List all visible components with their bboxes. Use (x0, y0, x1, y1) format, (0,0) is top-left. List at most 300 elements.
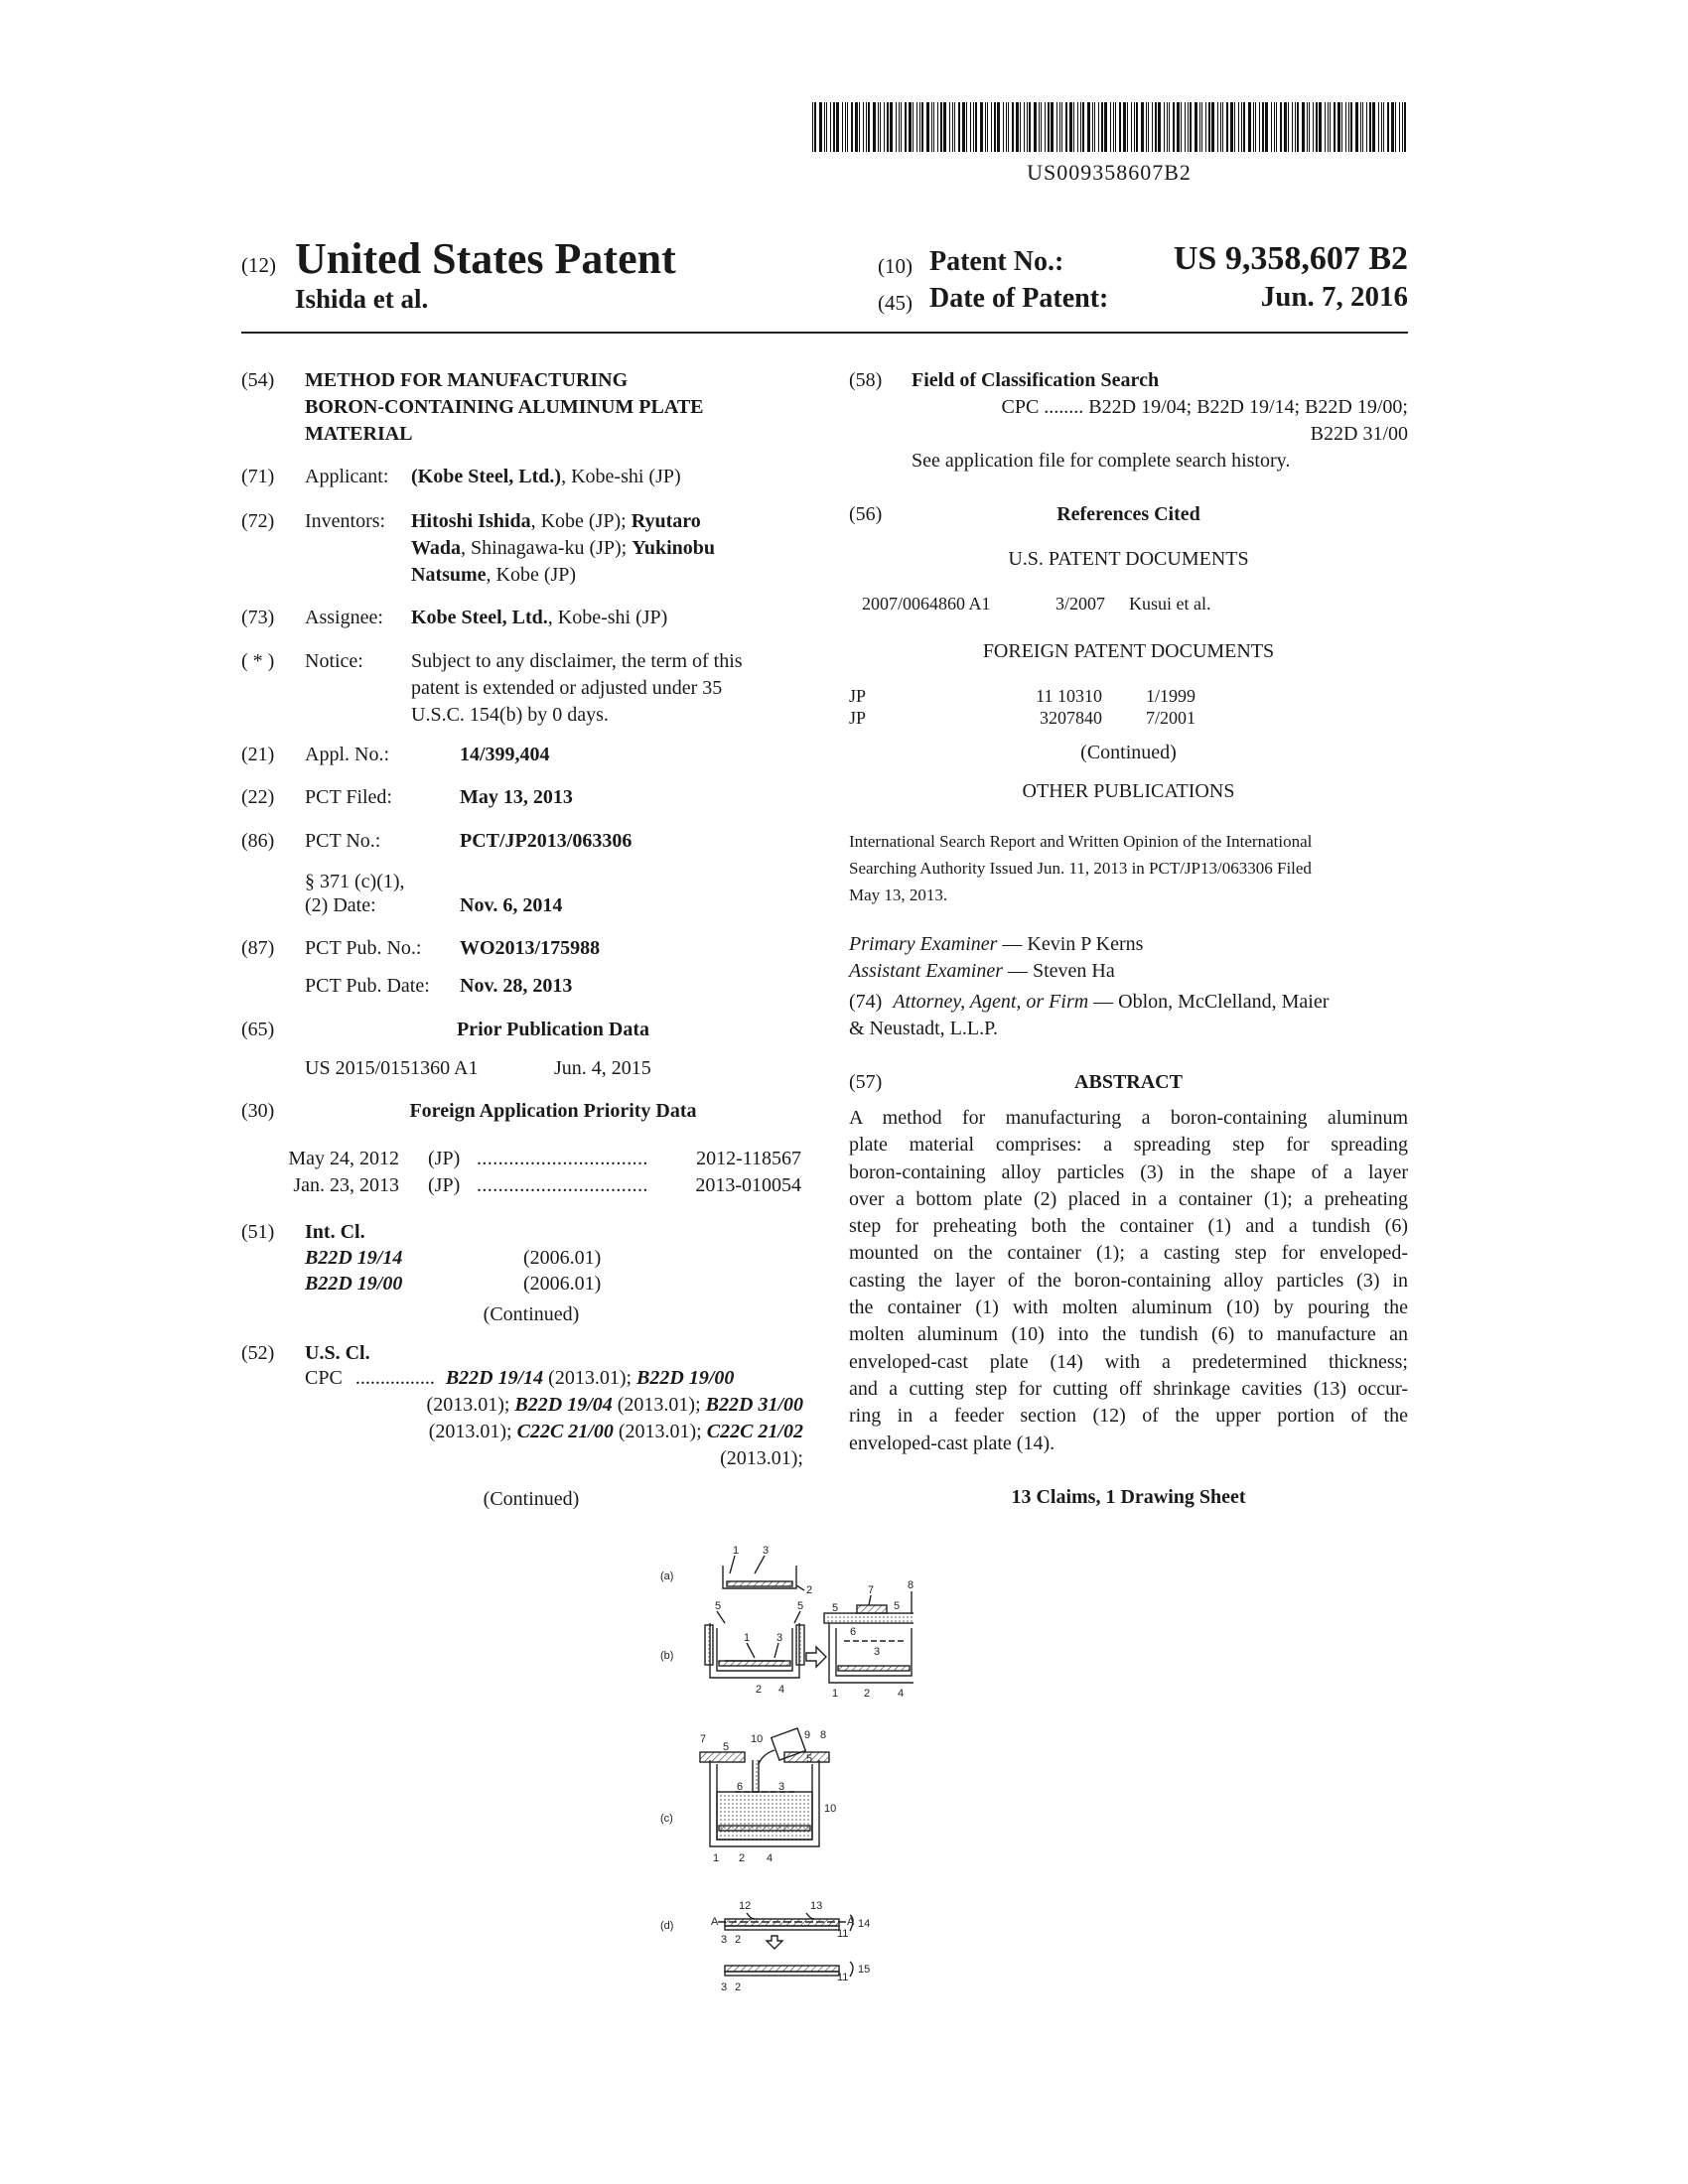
ref-12: 12 (739, 1900, 752, 1912)
us-ref-row (862, 592, 1398, 616)
barcode-bar (836, 102, 839, 152)
barcode-bar (1265, 102, 1268, 152)
inventor-3-loc: , Kobe (JP) (486, 564, 577, 586)
us-cl-year: (2013.01); (426, 1394, 515, 1416)
field-87-code: (87) (241, 937, 275, 959)
barcode-bar (855, 102, 858, 152)
barcode-bar (866, 102, 867, 152)
barcode-bar (909, 102, 912, 152)
barcode-bar (851, 102, 853, 152)
claims-summary: 13 Claims, 1 Drawing Sheet (1011, 1486, 1246, 1508)
barcode-bar (1348, 102, 1349, 152)
barcode-bar (1003, 102, 1004, 152)
us-cl-class: B22D 19/14 (445, 1367, 544, 1389)
fig-label-b: (b) (660, 1650, 674, 1662)
fig-label-c: (c) (660, 1813, 673, 1825)
us-cl-cpc-label: CPC (305, 1367, 343, 1389)
other-pub-line-3: May 13, 2013. (849, 886, 948, 904)
field-73-code: (73) (241, 607, 275, 628)
ref-15: 15 (858, 1964, 871, 1976)
ref-11: 11 (837, 1928, 849, 1940)
inventor-1-loc: , Kobe (JP); (530, 510, 632, 532)
us-cl-heading: U.S. Cl. (305, 1342, 370, 1364)
barcode-bar (1082, 102, 1084, 152)
barcode-bar (901, 102, 902, 152)
barcode-bar (1355, 102, 1358, 152)
us-cl-class: B22D 19/00 (636, 1367, 735, 1389)
barcode-bar (1378, 102, 1379, 152)
us-ref-doc: 2007/0064860 A1 (862, 594, 991, 614)
barcode-bar (943, 102, 946, 152)
barcode-bar (1226, 102, 1228, 152)
barcode-bar (890, 102, 893, 152)
barcode-bar (1173, 102, 1175, 152)
barcode-bar (1199, 102, 1200, 152)
inventor-1: Hitoshi Ishida (411, 510, 531, 532)
barcode-bar (1208, 102, 1210, 152)
barcode-number: US009358607B2 (1027, 160, 1192, 185)
inventor-3-last: Natsume (411, 564, 487, 586)
int-cl-version: (2006.01) (523, 1273, 602, 1295)
barcode-bar (868, 102, 870, 152)
prior-pub-heading: Prior Publication Data (456, 1019, 650, 1040)
barcode-bar (847, 102, 848, 152)
barcode-bar (913, 102, 914, 152)
foreign-ref-country: JP (849, 686, 867, 706)
ref-1: 1 (744, 1632, 751, 1644)
barcode-bar (873, 102, 876, 152)
barcode-bar (1167, 102, 1168, 152)
barcode-bar (1276, 102, 1277, 152)
barcode-bar (1284, 102, 1287, 152)
foreign-patent-docs-heading: FOREIGN PATENT DOCUMENTS (982, 640, 1275, 662)
foreign-ref-number: 11 10310 (1036, 686, 1102, 706)
foreign-ref-row (849, 707, 1408, 729)
barcode (812, 102, 1406, 152)
attorney-name: — Oblon, McClelland, Maier (1088, 991, 1330, 1013)
field-21-code: (21) (241, 744, 275, 765)
patent-number: US 9,358,607 B2 (1173, 240, 1408, 277)
priority-country: (JP) (428, 1174, 461, 1196)
barcode-bar (1195, 102, 1197, 152)
barcode-bar (919, 102, 920, 152)
barcode-bar (1016, 102, 1019, 152)
barcode-bar (1350, 102, 1352, 152)
pct-no: PCT/JP2013/063306 (460, 830, 633, 852)
barcode-bar (824, 102, 825, 152)
barcode-bar (1316, 102, 1318, 152)
barcode-bar (812, 102, 813, 152)
barcode-bar (880, 102, 881, 152)
barcode-bar (1262, 102, 1264, 152)
us-cl-class: B22D 31/00 (705, 1394, 803, 1416)
int-cl-class: B22D 19/00 (305, 1273, 403, 1295)
barcode-bar (1295, 102, 1296, 152)
barcode-bar (1056, 102, 1057, 152)
pct-no-label: PCT No.: (305, 830, 381, 852)
barcode-bar (991, 102, 992, 152)
ref-9: 9 (804, 1729, 811, 1741)
barcode-bar (987, 102, 988, 152)
abstract-line: and a cutting step for cutting off shrinkage cavities (13) occur- (849, 1377, 1408, 1400)
title-line-1: METHOD FOR MANUFACTURING (305, 369, 629, 391)
ref-14: 14 (858, 1918, 871, 1930)
applicant-name: (Kobe Steel, Ltd.) (411, 466, 562, 487)
barcode-bar (1045, 102, 1046, 152)
abstract-line: A method for manufacturing a boron-containing aluminum (849, 1107, 1408, 1129)
barcode-bar (1188, 102, 1189, 152)
assistant-examiner (849, 958, 1115, 985)
notice-text (411, 648, 808, 729)
other-publications-heading: OTHER PUBLICATIONS (1022, 780, 1235, 802)
barcode-bar (1087, 102, 1090, 152)
int-cl-class: B22D 19/14 (305, 1247, 403, 1269)
barcode-bar (997, 102, 1000, 152)
abstract-line: casting the layer of the boron-containing alloy particles (3) in (849, 1269, 1408, 1292)
us-cl-cpc-line-4: (2013.01); (720, 1447, 803, 1469)
ref-3: 3 (874, 1646, 881, 1658)
barcode-bar (1113, 102, 1114, 152)
assistant-examiner-name: — Steven Ha (1003, 960, 1115, 982)
barcode-bar (1220, 102, 1221, 152)
date-371: Nov. 6, 2014 (460, 894, 563, 916)
ref-11: 11 (837, 1972, 849, 1983)
barcode-bar (1123, 102, 1126, 152)
barcode-bar (1362, 102, 1363, 152)
barcode-bar (970, 102, 971, 152)
references-heading: References Cited (1056, 503, 1200, 525)
barcode-bar (884, 102, 885, 152)
barcode-bar (1345, 102, 1346, 152)
barcode-bar (1404, 102, 1406, 152)
priority-dots: ................................ (477, 1148, 648, 1169)
priority-date: May 24, 2012 (288, 1148, 399, 1169)
priority-row (265, 1172, 801, 1199)
applicant-label: Applicant: (305, 466, 389, 487)
field-30-code: (30) (241, 1100, 275, 1122)
field-search-note: See application file for complete search history. (912, 450, 1291, 472)
barcode-bar (1292, 102, 1293, 152)
barcode-bar (1101, 102, 1103, 152)
attorney-line-2: & Neustadt, L.L.P. (849, 1018, 998, 1039)
field-71-code: (71) (241, 466, 275, 487)
abstract-text (849, 1105, 1408, 1457)
barcode-bar (845, 102, 846, 152)
barcode-bar (1006, 102, 1007, 152)
pct-filed-label: PCT Filed: (305, 786, 392, 808)
int-cl-version: (2006.01) (523, 1247, 602, 1269)
barcode-bar (1217, 102, 1218, 152)
barcode-bar (1319, 102, 1322, 152)
barcode-bar (833, 102, 835, 152)
assignee-location: , Kobe-shi (JP) (547, 607, 668, 628)
drawing-svg (655, 1544, 914, 2000)
ref-1: 1 (832, 1688, 839, 1700)
prior-pub-number: US 2015/0151360 A1 (305, 1057, 479, 1079)
barcode-bar (1307, 102, 1308, 152)
barcode-bar (819, 102, 822, 152)
barcode-bar (1077, 102, 1078, 152)
attorney (849, 989, 1415, 1016)
abstract-line: molten aluminum (10) into the tundish (6) to manufacture an (849, 1323, 1408, 1346)
foreign-ref-date: 7/2001 (1146, 708, 1196, 728)
barcode-bar (1065, 102, 1067, 152)
fig-c (700, 1728, 829, 1846)
barcode-bar (1094, 102, 1095, 152)
ref-5: 5 (723, 1741, 730, 1753)
barcode-bar (958, 102, 960, 152)
barcode-bar (1104, 102, 1107, 152)
field-51-code: (51) (241, 1221, 275, 1243)
barcode-bar (937, 102, 938, 152)
barcode-bar (1080, 102, 1081, 152)
abstract-line: the container (1) with molten aluminum (10) by pouring the (849, 1297, 1408, 1319)
barcode-bar (1061, 102, 1062, 152)
ref-2: 2 (735, 1934, 742, 1946)
barcode-bar (1274, 102, 1275, 152)
pct-pub-date: Nov. 28, 2013 (460, 975, 573, 997)
barcode-bar (842, 102, 843, 152)
ref-4: 4 (898, 1688, 905, 1700)
barcode-bar (1334, 102, 1336, 152)
us-cl-year: (2013.01); (428, 1421, 517, 1442)
attorney-label: Attorney, Agent, or Firm (893, 991, 1089, 1013)
abstract-line: plate material comprises: a spreading step for spreading (849, 1134, 1408, 1157)
barcode-bar (814, 102, 816, 152)
barcode-bar (1211, 102, 1214, 152)
ref-3: 3 (776, 1632, 783, 1644)
ref-8: 8 (908, 1579, 914, 1591)
date-371-label: (2) Date: (305, 894, 376, 916)
us-cl-year: (2013.01); (612, 1394, 706, 1416)
ref-6: 6 (850, 1626, 857, 1638)
barcode-bar (1131, 102, 1132, 152)
barcode-bar (1190, 102, 1192, 152)
field-search-heading: Field of Classification Search (912, 369, 1160, 391)
barcode-bar (826, 102, 827, 152)
prior-pub-date: Jun. 4, 2015 (554, 1057, 651, 1079)
barcode-bar (1248, 102, 1251, 152)
barcode-bar (887, 102, 889, 152)
ref-1: 1 (713, 1852, 720, 1864)
ref-3: 3 (778, 1781, 785, 1793)
ref-3: 3 (721, 1934, 728, 1946)
inventor-2-last: Wada (411, 537, 462, 559)
barcode-bar (1360, 102, 1361, 152)
inventor-2-loc: , Shinagawa-ku (JP); (461, 537, 633, 559)
barcode-bar (1395, 102, 1396, 152)
invention-title (305, 367, 801, 448)
ref-5: 5 (894, 1600, 901, 1612)
barcode-bar (1253, 102, 1254, 152)
ref-2: 2 (739, 1852, 746, 1864)
notice-code: ( * ) (241, 650, 275, 672)
barcode-bar (1222, 102, 1223, 152)
barcode-bar (1177, 102, 1180, 152)
us-cl-cpc-line-3 (305, 1419, 803, 1445)
section-a: A (711, 1916, 719, 1928)
ref-10: 10 (751, 1733, 764, 1745)
field-74-code: (74) (849, 991, 883, 1013)
fig-a (723, 1556, 804, 1590)
barcode-bar (1012, 102, 1014, 152)
pct-filed: May 13, 2013 (460, 786, 573, 808)
us-cl-year: (2013.01); (543, 1367, 637, 1389)
header-divider (241, 332, 1408, 334)
ref-5: 5 (806, 1753, 813, 1765)
ref-8: 8 (820, 1729, 827, 1741)
ref-5: 5 (832, 1602, 839, 1614)
patent-title: United States Patent (295, 234, 676, 283)
barcode-bar (1146, 102, 1147, 152)
foreign-ref-row (849, 685, 1408, 707)
priority-row (265, 1146, 801, 1172)
section-371-label: § 371 (c)(1), (305, 871, 405, 892)
ref-3: 3 (721, 1981, 728, 1993)
abstract-heading: ABSTRACT (1074, 1071, 1183, 1093)
us-ref-date: 3/2007 (1055, 594, 1106, 614)
barcode-bar (1164, 102, 1165, 152)
primary-examiner-label: Primary Examiner (849, 933, 998, 955)
barcode-bar (1243, 102, 1245, 152)
barcode-bar (863, 102, 864, 152)
barcode-bar (1234, 102, 1235, 152)
barcode-bar (878, 102, 879, 152)
other-publications-text (849, 828, 1408, 908)
abstract-line: step for preheating both the container (1) and a tundish (6) (849, 1215, 1408, 1238)
ref-6: 6 (737, 1781, 744, 1793)
barcode-bar (1399, 102, 1400, 152)
us-cl-year: (2013.01); (613, 1421, 707, 1442)
barcode-bar (966, 102, 967, 152)
barcode-bar (1020, 102, 1021, 152)
us-patent-docs-heading: U.S. PATENT DOCUMENTS (1008, 548, 1249, 570)
barcode-bar (859, 102, 860, 152)
barcode-bar (1169, 102, 1170, 152)
inventors-label: Inventors: (305, 510, 386, 532)
barcode-bar (1110, 102, 1111, 152)
fig-label-d: (d) (660, 1920, 674, 1932)
barcode-bar (1241, 102, 1242, 152)
doc-kind-code: (12) (241, 253, 276, 277)
us-cl-cpc-line-1 (305, 1365, 803, 1392)
barcode-bar (1381, 102, 1382, 152)
field-56-code: (56) (849, 503, 883, 525)
barcode-bar (1155, 102, 1157, 152)
priority-number: 2012-118567 (696, 1148, 801, 1169)
barcode-bar (1328, 102, 1329, 152)
barcode-bar (926, 102, 929, 152)
barcode-bar (931, 102, 932, 152)
barcode-bar (1372, 102, 1375, 152)
ref-7: 7 (700, 1733, 707, 1745)
primary-examiner (849, 931, 1143, 958)
ref-10: 10 (824, 1803, 837, 1815)
barcode-bar (1029, 102, 1031, 152)
date-code: (45) (878, 291, 913, 315)
barcode-bar (1341, 102, 1342, 152)
barcode-bar (905, 102, 907, 152)
field-54-code: (54) (241, 369, 275, 391)
references-continued: (Continued) (1080, 742, 1177, 763)
representative-drawing (655, 1544, 914, 2000)
abstract-line: ring in a feeder section (12) of the upper portion of the (849, 1405, 1408, 1428)
us-cl-cpc-line-2 (305, 1392, 803, 1419)
inventor-3-first: Yukinobu (632, 537, 716, 559)
notice-line-3: U.S.C. 154(b) by 0 days. (411, 704, 609, 726)
field-72-code: (72) (241, 510, 275, 532)
barcode-bar (916, 102, 917, 152)
pct-pub-no-label: PCT Pub. No.: (305, 937, 422, 959)
foreign-priority-heading: Foreign Application Priority Data (409, 1100, 697, 1122)
ref-3: 3 (763, 1545, 770, 1557)
barcode-bar (1181, 102, 1182, 152)
field-86-code: (86) (241, 830, 275, 852)
us-ref-name: Kusui et al. (1129, 594, 1211, 614)
assistant-examiner-label: Assistant Examiner (849, 960, 1003, 982)
notice-line-2: patent is extended or adjusted under 35 (411, 677, 723, 699)
us-cl-class: B22D 19/04 (514, 1394, 613, 1416)
barcode-bar (994, 102, 996, 152)
barcode-bar (1134, 102, 1135, 152)
us-cl-class: C22C 21/02 (706, 1421, 803, 1442)
barcode-bar (1302, 102, 1305, 152)
barcode-bar (1034, 102, 1037, 152)
barcode-bar (1402, 102, 1403, 152)
barcode-bar (962, 102, 965, 152)
barcode-bar (899, 102, 900, 152)
appl-no: 14/399,404 (460, 744, 550, 765)
barcode-bar (985, 102, 986, 152)
barcode-bar (975, 102, 977, 152)
barcode-bar (1271, 102, 1272, 152)
barcode-icon (812, 102, 1406, 152)
field-57-code: (57) (849, 1071, 883, 1093)
priority-date: Jan. 23, 2013 (293, 1174, 399, 1196)
barcode-bar (1141, 102, 1144, 152)
barcode-bar (1280, 102, 1282, 152)
field-22-code: (22) (241, 786, 275, 808)
barcode-bar (1119, 102, 1121, 152)
barcode-bar (954, 102, 955, 152)
barcode-bar (1127, 102, 1128, 152)
barcode-bar (940, 102, 942, 152)
barcode-bar (1366, 102, 1367, 152)
field-52-code: (52) (241, 1342, 275, 1364)
abstract-line: mounted on the container (1); a casting step for enveloped- (849, 1242, 1408, 1265)
priority-country: (JP) (428, 1148, 461, 1169)
primary-examiner-name: — Kevin P Kerns (997, 933, 1144, 955)
foreign-ref-country: JP (849, 708, 867, 728)
fig-label-a: (a) (660, 1570, 674, 1582)
barcode-bar (1259, 102, 1260, 152)
abstract-line: boron-containing alloy particles (3) in the shape of a layer (849, 1160, 1408, 1183)
fig-b-left (705, 1611, 804, 1678)
barcode-bar (1115, 102, 1116, 152)
abstract-line: enveloped-cast plate (14) with a predetermined thickness; (849, 1350, 1408, 1373)
barcode-bar (1330, 102, 1331, 152)
field-search-cpc: CPC ........ B22D 19/04; B22D 19/14; B22D 19/00; (1001, 396, 1408, 418)
ref-2: 2 (864, 1688, 871, 1700)
ref-4: 4 (778, 1684, 785, 1696)
other-pub-line-2: Searching Authority Issued Jun. 11, 2013 in PCT/JP13/063306 Filed (849, 859, 1312, 878)
barcode-bar (1288, 102, 1289, 152)
patent-authors: Ishida et al. (295, 284, 429, 314)
barcode-bar (1309, 102, 1310, 152)
barcode-bar (1069, 102, 1072, 152)
int-cl-continued: (Continued) (483, 1303, 580, 1325)
ref-4: 4 (767, 1852, 774, 1864)
